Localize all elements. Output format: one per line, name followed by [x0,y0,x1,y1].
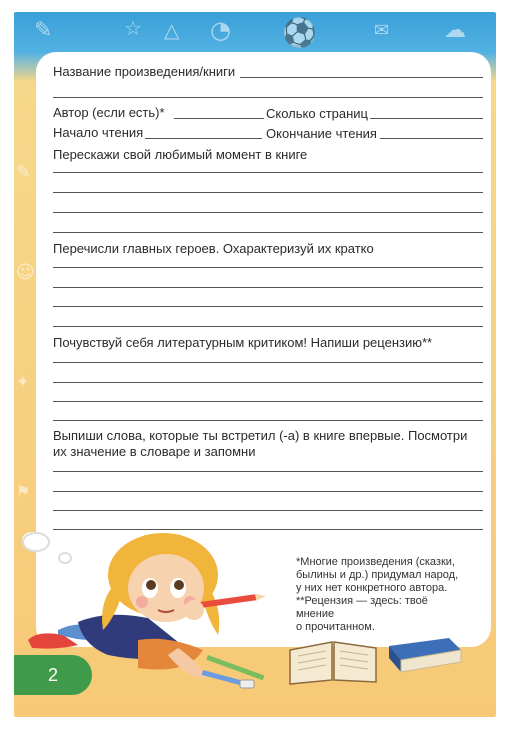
author-label: Автор (если есть)* [53,105,165,120]
star-doodle-icon-2: ✦ [16,372,30,391]
words-line-3[interactable] [53,510,483,511]
book-title-label: Название произведения/книги [53,64,236,79]
end-reading-label: Окончание чтения [266,126,377,141]
critic-line-2[interactable] [53,382,483,383]
smile-doodle-icon: ☺ [16,262,35,283]
pages-line[interactable] [370,118,483,119]
cloud-doodle-icon: ☁ [444,18,466,43]
flag-doodle-icon: ⚑ [16,482,31,501]
star-doodle-icon: ☆ [124,16,142,40]
page-number: 2 [14,655,92,695]
words-line-2[interactable] [53,491,483,492]
author-line[interactable] [174,118,264,119]
critic-line-3[interactable] [53,401,483,402]
retell-prompt: Перескажи свой любимый момент в книге [53,147,308,162]
words-line-1[interactable] [53,471,483,472]
letter-doodle-icon: ✉ [374,20,390,41]
retell-line-1[interactable] [53,172,483,173]
words-prompt: Выпиши слова, которые ты встретил (-а) в книге впервые. Посмотри их значение в словаре и запомни [53,428,468,459]
end-reading-line[interactable] [380,138,483,139]
heroes-line-2[interactable] [53,287,483,288]
heroes-prompt: Перечисли главных героев. Охарактеризуй их кратко [53,241,374,256]
heroes-line-1[interactable] [53,267,483,268]
heroes-line-4[interactable] [53,326,483,327]
clock-doodle-icon: ◔ [210,16,231,44]
ball-doodle-icon: ⚽ [282,16,317,49]
heroes-line-3[interactable] [53,306,483,307]
retell-line-4[interactable] [53,232,483,233]
book-title-line-2[interactable] [53,97,483,98]
start-reading-label: Начало чтения [53,125,144,140]
retell-line-2[interactable] [53,192,483,193]
closed-book-icon [385,634,465,676]
triangle-doodle-icon: △ [164,18,180,42]
critic-prompt: Почувствуй себя литературным критиком! Напиши рецензию** [53,335,433,350]
retell-line-3[interactable] [53,212,483,213]
pages-label: Сколько страниц [266,106,369,121]
critic-line-1[interactable] [53,362,483,363]
start-reading-line[interactable] [145,138,262,139]
critic-line-4[interactable] [53,420,483,421]
pencil-doodle-icon: ✎ [16,162,32,183]
book-title-line[interactable] [240,77,483,78]
globe-doodle-icon: ✎ [34,18,53,43]
footnote: *Многие произведения (сказки, былины и др.) придумал народ, у них нет конкретного автора. **Рецензия — здесь: твоё мнение о прочитанном. [296,556,459,633]
open-book-icon [288,636,378,686]
